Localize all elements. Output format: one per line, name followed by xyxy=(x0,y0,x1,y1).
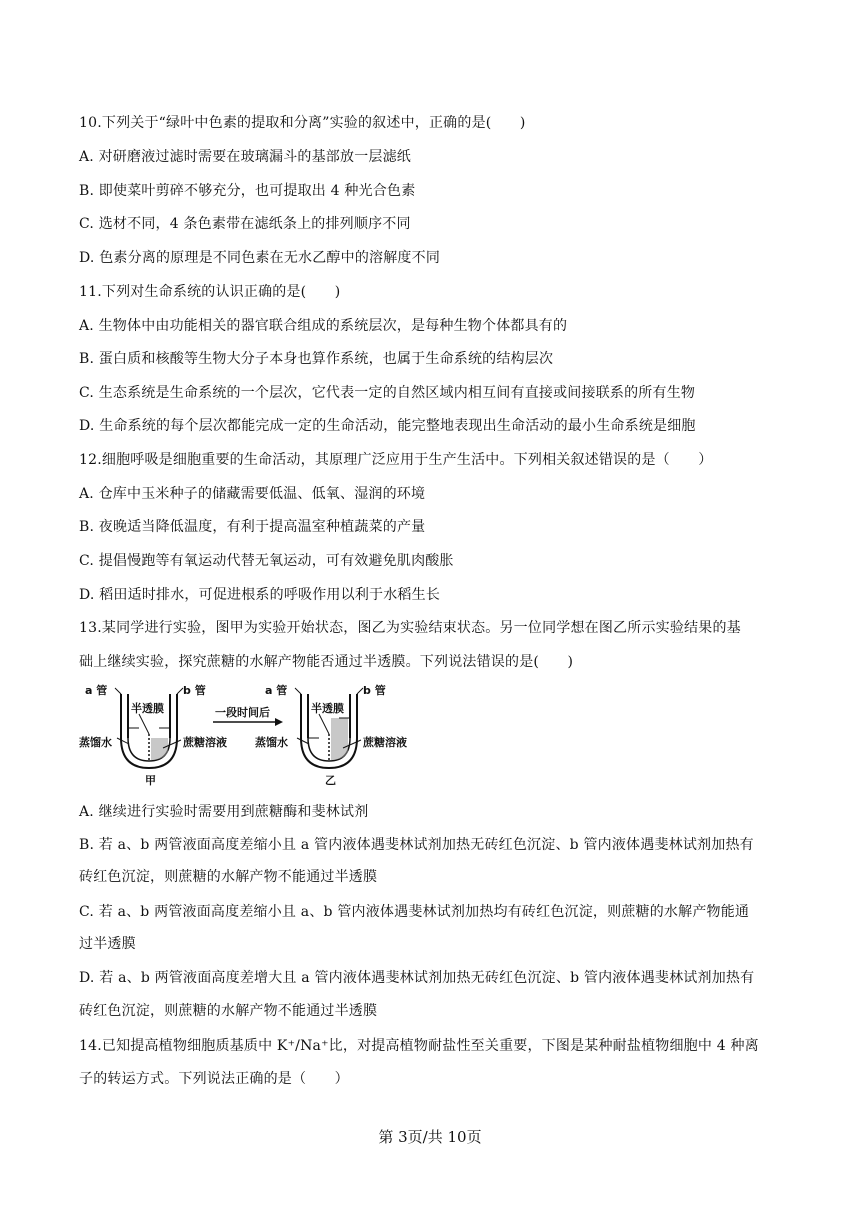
q13-stem-line1: 13.某同学进行实验，图甲为实验开始状态，图乙为实验结束状态。另一位同学想在图乙所示实验结果的基 xyxy=(79,620,741,636)
yi-membrane-label: 半透膜 xyxy=(311,702,344,715)
jia-sucrose-label: 蔗糖溶液 xyxy=(183,736,227,749)
figure-label-jia: 甲 xyxy=(145,774,156,787)
q14-stem-line1: 14.已知提高植物细胞质基质中 K⁺/Na⁺比，对提高植物耐盐性至关重要，下图是某种耐盐植物细胞中 4 种离 xyxy=(79,1038,759,1054)
q11-option-b: B. 蛋白质和核酸等生物大分子本身也算作系统，也属于生命系统的结构层次 xyxy=(79,351,554,367)
yi-a-tube-label: a 管 xyxy=(265,684,288,697)
q12-stem: 12.细胞呼吸是细胞重要的生命活动，其原理广泛应用于生产生活中。下列相关叙述错误的是（ ） xyxy=(79,452,713,468)
q14-stem-line2: 子的转运方式。下列说法正确的是（ ） xyxy=(79,1071,349,1087)
q13-option-d-line1: D. 若 a、b 两管液面高度差增大且 a 管内液体遇斐林试剂加热无砖红色沉淀、b 管内液体遇斐林试剂加热有 xyxy=(79,970,755,986)
arrow-head-icon xyxy=(275,718,283,726)
jia-b-tube-label: b 管 xyxy=(183,684,206,697)
q12-option-a: A. 仓库中玉米种子的储藏需要低温、低氧、湿润的环境 xyxy=(79,486,426,502)
q13-osmosis-figure xyxy=(79,682,439,790)
q11-option-a: A. 生物体中由功能相关的器官联合组成的系统层次，是每种生物个体都具有的 xyxy=(79,318,568,334)
q12-option-c: C. 提倡慢跑等有氧运动代替无氧运动，可有效避免肌肉酸胀 xyxy=(79,553,454,569)
yi-water-label: 蒸馏水 xyxy=(255,736,288,749)
q10-option-c: C. 选材不同，4 条色素带在滤纸条上的排列顺序不同 xyxy=(79,216,411,232)
q11-stem: 11.下列对生命系统的认识正确的是( ) xyxy=(79,284,341,300)
q13-option-c-line1: C. 若 a、b 两管液面高度差缩小且 a、b 管内液体遇斐林试剂加热均有砖红色沉淀，则蔗糖的水解产物能通 xyxy=(79,904,750,920)
yi-sucrose-label: 蔗糖溶液 xyxy=(363,736,407,749)
q13-stem-line2: 础上继续实验，探究蔗糖的水解产物能否通过半透膜。下列说法错误的是( ) xyxy=(79,654,574,670)
apparatus-yi xyxy=(295,688,363,768)
q10-option-a: A. 对研磨液过滤时需要在玻璃漏斗的基部放一层滤纸 xyxy=(79,149,412,165)
q10-stem: 10.下列关于“绿叶中色素的提取和分离”实验的叙述中，正确的是( ) xyxy=(79,115,526,131)
jia-water-label: 蒸馏水 xyxy=(79,736,112,749)
jia-a-tube-label: a 管 xyxy=(85,684,108,697)
q10-option-d: D. 色素分离的原理是不同色素在无水乙醇中的溶解度不同 xyxy=(79,250,441,266)
q10-option-b: B. 即使菜叶剪碎不够充分，也可提取出 4 种光合色素 xyxy=(79,183,416,199)
jia-membrane-label: 半透膜 xyxy=(131,702,164,715)
figure-label-yi: 乙 xyxy=(325,774,336,787)
q13-option-b-line1: B. 若 a、b 两管液面高度差缩小且 a 管内液体遇斐林试剂加热无砖红色沉淀、b 管内液体遇斐林试剂加热有 xyxy=(79,837,754,853)
arrow-text: 一段时间后 xyxy=(215,706,270,719)
q12-option-d: D. 稻田适时排水，可促进根系的呼吸作用以利于水稻生长 xyxy=(79,587,441,603)
q11-option-d: D. 生命系统的每个层次都能完成一定的生命活动，能完整地表现出生命活动的最小生命系统是细胞 xyxy=(79,418,696,434)
q11-option-c: C. 生态系统是生命系统的一个层次，它代表一定的自然区域内相互间有直接或间接联系的所有生物 xyxy=(79,385,696,401)
q13-option-d-line2: 砖红色沉淀，则蔗糖的水解产物不能通过半透膜 xyxy=(79,1003,378,1019)
q13-option-a: A. 继续进行实验时需要用到蔗糖酶和斐林试剂 xyxy=(79,804,369,820)
yi-b-tube-label: b 管 xyxy=(363,684,386,697)
page-number-footer: 第 3页/共 10页 xyxy=(378,1128,482,1146)
q13-option-b-line2: 砖红色沉淀，则蔗糖的水解产物不能通过半透膜 xyxy=(79,869,378,885)
q13-option-c-line2: 过半透膜 xyxy=(79,936,136,952)
apparatus-jia xyxy=(115,688,183,768)
q12-option-b: B. 夜晚适当降低温度，有利于提高温室种植蔬菜的产量 xyxy=(79,519,426,535)
